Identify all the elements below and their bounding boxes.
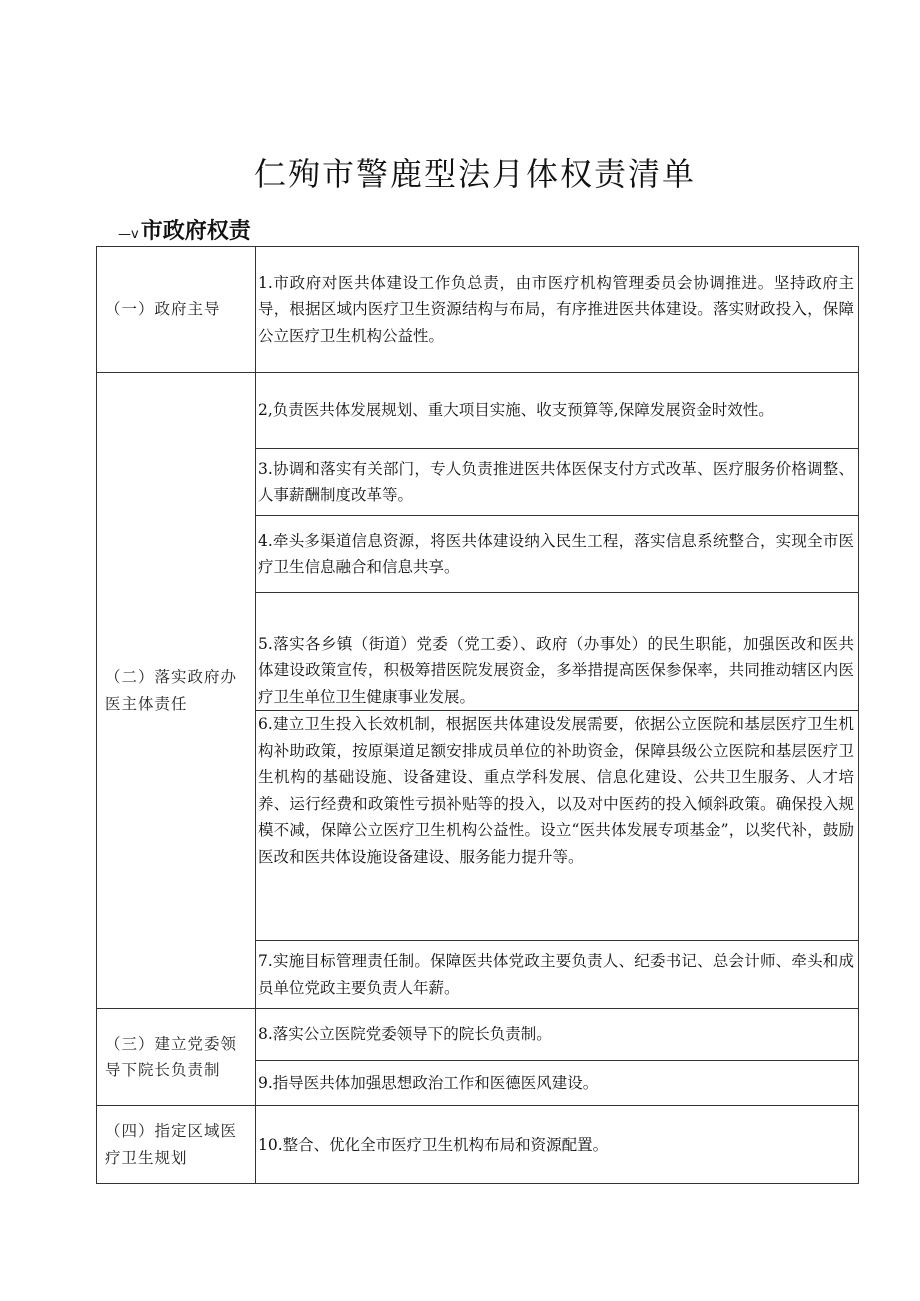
responsibility-table (96, 246, 859, 1184)
table-row (97, 1106, 859, 1184)
category-cell: （一）政府主导 (97, 247, 256, 373)
item-cell: 8.落实公立医院党委领导下的院长负责制。 (256, 1009, 859, 1061)
category-cell: （三）建立党委领导下院长负责制 (97, 1009, 256, 1106)
section-heading-text: 市政府权责 (140, 219, 251, 244)
section-prefix: —v (118, 227, 139, 242)
item-cell: 9.指导医共体加强思想政治工作和医德医风建设。 (256, 1061, 859, 1106)
document-title: 仁殉市警鹿型法月体权责清单 (253, 155, 696, 194)
item-cell: 6.建立卫生投入长效机制，根据医共体建设发展需要，依据公立医院和基层医疗卫生机构补助政策，按原渠道足额安排成员单位的补助资金，保障县级公立医院和基层医疗卫生机构的基础设施、设备建设、重点学科发展、信息化建设、公共卫生服务、人才培养、运行经费和政策性亏损补贴等的投入，以及对中医药的投入倾斜政策。确保投入规模不减，保障公立医疗卫生机构公益性。设立“医共体发展专项基金”，以奖代补，鼓励医改和医共体设施设备建设、服务能力提升等。 (256, 711, 859, 941)
table-row (97, 1009, 859, 1061)
category-cell: （四）指定区域医疗卫生规划 (97, 1106, 256, 1184)
table-row (97, 373, 859, 449)
item-cell: 2,负责医共体发展规划、重大项目实施、收支预算等,保障发展资金时效性。 (256, 373, 859, 449)
section-heading (118, 214, 251, 245)
category-cell: （二）落实政府办医主体责任 (97, 373, 256, 1009)
item-cell: 1.市政府对医共体建设工作负总责，由市医疗机构管理委员会协调推进。坚持政府主导，根据区域内医疗卫生资源结构与布局，有序推进医共体建设。落实财政投入，保障公立医疗卫生机构公益性。 (256, 247, 859, 373)
item-cell: 7.实施目标管理责任制。保障医共体党政主要负责人、纪委书记、总会计师、牵头和成员单位党政主要负责人年薪。 (256, 941, 859, 1009)
table-row (97, 247, 859, 373)
item-cell: 10.整合、优化全市医疗卫生机构布局和资源配置。 (256, 1106, 859, 1184)
item-cell: 5.落实各乡镇（街道）党委（党工委）、政府（办事处）的民生职能，加强医改和医共体建设政策宣传，积极筹措医院发展资金，多举措提高医保参保率，共同推动辖区内医疗卫生单位卫生健康事业发展。 (256, 593, 859, 711)
item-cell: 3.协调和落实有关部门，专人负责推进医共体医保支付方式改革、医疗服务价格调整、人事薪酬制度改革等。 (256, 449, 859, 516)
item-cell: 4.牵头多渠道信息资源，将医共体建设纳入民生工程，落实信息系统整合，实现全市医疗卫生信息融合和信息共享。 (256, 516, 859, 593)
